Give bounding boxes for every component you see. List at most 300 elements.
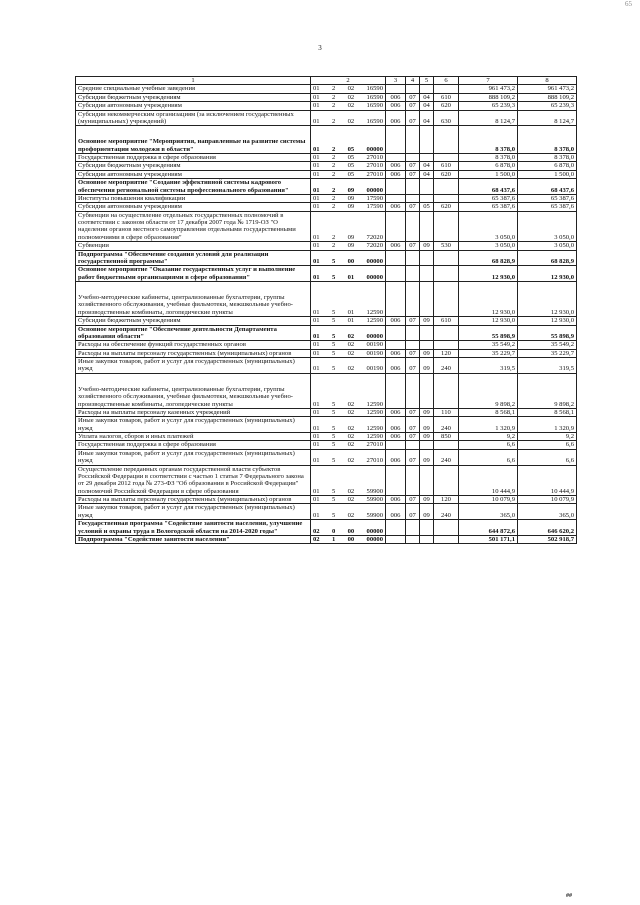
expense-type-code: 240 xyxy=(434,417,459,433)
code-part: 01 xyxy=(313,145,320,153)
subsection-code xyxy=(420,250,434,266)
target-code-parts xyxy=(313,512,383,519)
code-part: 5 xyxy=(331,433,336,440)
code-part: 16590 xyxy=(366,93,383,101)
target-code xyxy=(311,433,386,441)
row-name: Учебно-методические кабинеты, централизованные бухгалтерии, группы хозяйственного обслуживания, учебные фильмотеки, межшкольные учебно-производственные комбинаты, логопедические пункты xyxy=(76,373,311,408)
section-code xyxy=(406,325,420,341)
admin-code: 006 xyxy=(386,93,406,101)
subsection-code: 09 xyxy=(420,504,434,520)
target-code xyxy=(311,465,386,496)
code-part: 5 xyxy=(331,341,336,349)
code-part: 02 xyxy=(347,408,355,416)
row-name: Расходы на выплаты персоналу казенных учреждений xyxy=(76,408,311,416)
code-part: 01 xyxy=(347,273,355,281)
code-part: 01 xyxy=(313,487,320,495)
expense-type-code xyxy=(434,126,459,154)
amount-col8: 1 320,9 xyxy=(518,417,577,433)
code-part: 2 xyxy=(331,93,336,101)
code-part: 00000 xyxy=(366,535,383,543)
code-part: 02 xyxy=(347,117,355,125)
code-part: 05 xyxy=(347,145,355,153)
code-part: 01 xyxy=(313,317,320,325)
table-row xyxy=(76,341,577,349)
code-part: 09 xyxy=(347,194,355,202)
row-name: Субсидии некоммерческим организациям (за исключением государственных (муниципальных) учреждений) xyxy=(76,110,311,126)
row-name: Субвенции xyxy=(76,242,311,250)
code-part: 00000 xyxy=(366,527,383,535)
code-part: 16590 xyxy=(366,85,383,93)
amount-col8: 9,2 xyxy=(518,433,577,441)
row-name: Расходы на выплаты персоналу государственных (муниципальных) органов xyxy=(76,349,311,357)
admin-code: 006 xyxy=(386,358,406,374)
section-code: 07 xyxy=(406,358,420,374)
expense-type-code xyxy=(434,341,459,349)
code-part: 00 xyxy=(347,535,355,543)
amount-col7: 1 320,9 xyxy=(459,417,518,433)
admin-code: 006 xyxy=(386,317,406,325)
target-code xyxy=(311,242,386,250)
section-code xyxy=(406,266,420,282)
amount-col8: 8 124,7 xyxy=(518,110,577,126)
amount-col8: 35 549,2 xyxy=(518,341,577,349)
code-part: 2 xyxy=(331,170,336,178)
amount-col7: 9 898,2 xyxy=(459,373,518,408)
amount-col7: 68 828,9 xyxy=(459,250,518,266)
table-row xyxy=(76,358,577,374)
section-code: 07 xyxy=(406,203,420,211)
amount-col7: 1 500,0 xyxy=(459,170,518,178)
expense-type-code: 850 xyxy=(434,433,459,441)
subsection-code xyxy=(420,85,434,93)
header-cell: 7 xyxy=(459,77,518,85)
admin-code xyxy=(386,325,406,341)
expense-type-code xyxy=(434,465,459,496)
amount-col8: 8 568,1 xyxy=(518,408,577,416)
code-part: 27010 xyxy=(366,162,383,170)
code-part: 59900 xyxy=(366,511,383,519)
row-name: Средние специальные учебные заведения xyxy=(76,85,311,93)
target-code xyxy=(311,211,386,242)
code-part: 00000 xyxy=(366,257,383,265)
expense-type-code: 610 xyxy=(434,162,459,170)
subsection-code xyxy=(420,154,434,162)
amount-col8: 68 437,6 xyxy=(518,179,577,195)
code-part: 01 xyxy=(313,496,320,503)
code-part: 05 xyxy=(347,154,355,161)
admin-code: 006 xyxy=(386,242,406,250)
code-part: 02 xyxy=(347,341,355,349)
amount-col7: 10 444,9 xyxy=(459,465,518,496)
target-code xyxy=(311,110,386,126)
amount-col8: 6,6 xyxy=(518,449,577,465)
target-code xyxy=(311,341,386,349)
amount-col8: 68 828,9 xyxy=(518,250,577,266)
table-row xyxy=(76,110,577,126)
row-name: Государственная поддержка в сфере образования xyxy=(76,441,311,449)
code-part: 01 xyxy=(313,365,320,373)
row-name: Основное мероприятие "Создание эффективной системы кадрового обеспечения региональной системы профессионального образования" xyxy=(76,179,311,195)
code-part: 01 xyxy=(313,511,320,519)
header-cell: 2 xyxy=(311,77,386,85)
code-part: 01 xyxy=(313,117,320,125)
table-row xyxy=(76,126,577,154)
expense-type-code: 530 xyxy=(434,242,459,250)
expense-type-code: 240 xyxy=(434,449,459,465)
code-part: 02 xyxy=(347,400,355,408)
target-code xyxy=(311,126,386,154)
admin-code: 006 xyxy=(386,162,406,170)
amount-col7: 888 109,2 xyxy=(459,93,518,101)
row-name: Подпрограмма "Обеспечение создания условий для реализации государственной программы" xyxy=(76,250,311,266)
amount-col8: 10 079,9 xyxy=(518,496,577,504)
section-code: 07 xyxy=(406,504,420,520)
code-part: 01 xyxy=(313,441,320,449)
section-code: 07 xyxy=(406,93,420,101)
admin-code: 006 xyxy=(386,496,406,504)
code-part: 2 xyxy=(331,154,336,161)
table-row xyxy=(76,317,577,325)
section-code: 07 xyxy=(406,408,420,416)
target-code xyxy=(311,102,386,110)
target-code xyxy=(311,449,386,465)
table-row xyxy=(76,496,577,504)
amount-col7: 3 050,0 xyxy=(459,211,518,242)
row-name: Субсидии автономным учреждениям xyxy=(76,102,311,110)
section-code: 07 xyxy=(406,170,420,178)
code-part: 2 xyxy=(331,203,336,211)
admin-code xyxy=(386,520,406,536)
row-name: Уплата налогов, сборов и иных платежей xyxy=(76,433,311,441)
subsection-code xyxy=(420,179,434,195)
header-cell: 8 xyxy=(518,77,577,85)
code-part: 02 xyxy=(347,496,355,503)
row-name: Иные закупки товаров, работ и услуг для государственных (муниципальных) нужд xyxy=(76,417,311,433)
subsection-code xyxy=(420,465,434,496)
subsection-code: 04 xyxy=(420,93,434,101)
table-row xyxy=(76,194,577,202)
target-code xyxy=(311,504,386,520)
admin-code xyxy=(386,266,406,282)
code-part: 01 xyxy=(313,349,320,357)
amount-col8: 502 918,7 xyxy=(518,535,577,543)
code-part: 02 xyxy=(347,457,355,465)
code-part: 27010 xyxy=(366,457,383,465)
code-part: 17590 xyxy=(366,203,383,211)
amount-col8: 65 387,6 xyxy=(518,203,577,211)
table-row xyxy=(76,349,577,357)
amount-col7: 35 229,7 xyxy=(459,349,518,357)
amount-col7: 12 930,0 xyxy=(459,282,518,317)
admin-code xyxy=(386,535,406,543)
amount-col7: 8 124,7 xyxy=(459,110,518,126)
code-part: 5 xyxy=(331,457,336,465)
code-part: 00000 xyxy=(366,145,383,153)
target-code xyxy=(311,85,386,93)
amount-col7: 8 378,0 xyxy=(459,154,518,162)
code-part: 02 xyxy=(347,93,355,101)
amount-col8: 55 898,9 xyxy=(518,325,577,341)
code-part: 05 xyxy=(347,162,355,170)
row-name: Государственная программа "Содействие занятости населения, улучшение условий и охраны труда в Вологодской области на 2014-2020 годы" xyxy=(76,520,311,536)
amount-col8: 646 620,2 xyxy=(518,520,577,536)
amount-col8: 6 878,0 xyxy=(518,162,577,170)
table-row xyxy=(76,162,577,170)
amount-col7: 961 473,2 xyxy=(459,85,518,93)
code-part: 00190 xyxy=(366,349,383,357)
amount-col8: 10 444,9 xyxy=(518,465,577,496)
table-row xyxy=(76,433,577,441)
row-name: Расходы на выплаты персоналу государственных (муниципальных) органов xyxy=(76,496,311,504)
code-part: 2 xyxy=(331,162,336,170)
code-part: 16590 xyxy=(366,102,383,110)
section-code: 07 xyxy=(406,102,420,110)
code-part: 01 xyxy=(313,424,320,432)
table-row xyxy=(76,93,577,101)
subsection-code xyxy=(420,266,434,282)
admin-code xyxy=(386,85,406,93)
amount-col7: 35 549,2 xyxy=(459,341,518,349)
expense-type-code: 620 xyxy=(434,170,459,178)
target-code xyxy=(311,496,386,504)
expense-type-code: 610 xyxy=(434,93,459,101)
code-part: 02 xyxy=(347,441,355,449)
table-row xyxy=(76,179,577,195)
code-part: 02 xyxy=(347,487,355,495)
target-code xyxy=(311,535,386,543)
subsection-code: 09 xyxy=(420,317,434,325)
section-code: 07 xyxy=(406,417,420,433)
code-part: 01 xyxy=(313,102,320,110)
target-code xyxy=(311,162,386,170)
table-row xyxy=(76,266,577,282)
amount-col8: 12 930,0 xyxy=(518,282,577,317)
target-code xyxy=(311,325,386,341)
amount-col7: 365,0 xyxy=(459,504,518,520)
expense-type-code xyxy=(434,211,459,242)
row-name: Субсидии бюджетным учреждениям xyxy=(76,93,311,101)
amount-col7: 8 378,0 xyxy=(459,126,518,154)
code-part: 5 xyxy=(331,308,336,316)
expense-type-code xyxy=(434,373,459,408)
code-part: 2 xyxy=(331,186,336,194)
subsection-code: 09 xyxy=(420,449,434,465)
expense-type-code: 120 xyxy=(434,349,459,357)
amount-col8: 8 378,0 xyxy=(518,154,577,162)
admin-code: 006 xyxy=(386,408,406,416)
admin-code xyxy=(386,341,406,349)
row-name: Субсидии автономным учреждениям xyxy=(76,203,311,211)
code-part: 01 xyxy=(313,408,320,416)
target-code xyxy=(311,441,386,449)
admin-code: 006 xyxy=(386,203,406,211)
target-code-parts xyxy=(313,242,383,249)
subsection-code: 05 xyxy=(420,203,434,211)
amount-col8: 65 239,3 xyxy=(518,102,577,110)
table-row xyxy=(76,449,577,465)
target-code xyxy=(311,250,386,266)
admin-code xyxy=(386,126,406,154)
code-part: 5 xyxy=(331,332,336,340)
expense-type-code xyxy=(434,535,459,543)
admin-code: 006 xyxy=(386,349,406,357)
code-part: 00000 xyxy=(366,186,383,194)
target-code xyxy=(311,203,386,211)
target-code-parts xyxy=(313,162,383,169)
row-name: Осуществление переданных органам государственной власти субъектов Российской Федерации в соответствии с частью 1 статьи 7 Федерального закона от 29 декабря 2012 года № 273-ФЗ "Об образовании в Российской Федерации" полномочий Российской Федерации в сфере образования xyxy=(76,465,311,496)
admin-code xyxy=(386,179,406,195)
code-part: 02 xyxy=(347,332,355,340)
amount-col7: 10 079,9 xyxy=(459,496,518,504)
subsection-code xyxy=(420,373,434,408)
expense-type-code xyxy=(434,154,459,162)
amount-col8: 35 229,7 xyxy=(518,349,577,357)
amount-col7: 501 171,1 xyxy=(459,535,518,543)
subsection-code xyxy=(420,341,434,349)
amount-col7: 55 898,9 xyxy=(459,325,518,341)
target-code-parts xyxy=(313,350,383,357)
code-part: 12590 xyxy=(366,400,383,408)
code-part: 09 xyxy=(347,242,355,250)
code-part: 2 xyxy=(331,102,336,110)
code-part: 01 xyxy=(313,273,320,281)
expense-type-code: 630 xyxy=(434,110,459,126)
amount-col7: 644 872,6 xyxy=(459,520,518,536)
target-code-parts xyxy=(313,317,383,324)
expense-type-code xyxy=(434,282,459,317)
amount-col7: 8 568,1 xyxy=(459,408,518,416)
code-part: 12590 xyxy=(366,408,383,416)
subsection-code xyxy=(420,520,434,536)
target-code-parts xyxy=(313,258,383,265)
amount-col7: 65 387,6 xyxy=(459,194,518,202)
amount-col7: 12 930,0 xyxy=(459,317,518,325)
target-code xyxy=(311,194,386,202)
code-part: 17590 xyxy=(366,194,383,202)
target-code-parts xyxy=(313,333,383,340)
subsection-code: 04 xyxy=(420,162,434,170)
admin-code: 006 xyxy=(386,417,406,433)
code-part: 01 xyxy=(313,257,320,265)
target-code-parts xyxy=(313,425,383,432)
code-part: 27010 xyxy=(366,441,383,449)
section-code: 07 xyxy=(406,349,420,357)
code-part: 02 xyxy=(347,85,355,93)
target-code-parts xyxy=(313,409,383,416)
expense-type-code: 610 xyxy=(434,317,459,325)
section-code: 07 xyxy=(406,433,420,441)
code-part: 5 xyxy=(331,273,336,281)
target-code-parts xyxy=(313,528,383,535)
code-part: 12590 xyxy=(366,424,383,432)
code-part: 01 xyxy=(313,332,320,340)
subsection-code xyxy=(420,535,434,543)
code-part: 01 xyxy=(347,317,355,325)
target-code-parts xyxy=(313,102,383,109)
table-row xyxy=(76,520,577,536)
row-name: Субсидии бюджетным учреждениям xyxy=(76,317,311,325)
target-code xyxy=(311,266,386,282)
table-row xyxy=(76,408,577,416)
subsection-code xyxy=(420,441,434,449)
row-name: Иные закупки товаров, работ и услуг для государственных (муниципальных) нужд xyxy=(76,504,311,520)
subsection-code: 09 xyxy=(420,242,434,250)
target-code-parts xyxy=(313,341,383,348)
target-code xyxy=(311,373,386,408)
section-code xyxy=(406,154,420,162)
section-code xyxy=(406,85,420,93)
admin-code xyxy=(386,211,406,242)
target-code-parts xyxy=(313,94,383,101)
code-part: 27010 xyxy=(366,154,383,161)
amount-col8: 8 378,0 xyxy=(518,126,577,154)
table-row xyxy=(76,85,577,93)
section-code xyxy=(406,211,420,242)
code-part: 02 xyxy=(347,349,355,357)
code-part: 5 xyxy=(331,441,336,449)
table-row xyxy=(76,170,577,178)
target-code-parts xyxy=(313,85,383,92)
expense-type-code: 620 xyxy=(434,102,459,110)
section-code xyxy=(406,520,420,536)
code-part: 01 xyxy=(313,93,320,101)
section-code xyxy=(406,341,420,349)
code-part: 01 xyxy=(313,162,320,170)
section-code: 07 xyxy=(406,449,420,465)
section-code xyxy=(406,179,420,195)
expense-type-code xyxy=(434,194,459,202)
footer-mark: ## xyxy=(566,893,572,899)
section-code: 07 xyxy=(406,317,420,325)
admin-code: 006 xyxy=(386,504,406,520)
code-part: 59900 xyxy=(366,487,383,495)
amount-col7: 12 930,0 xyxy=(459,266,518,282)
target-code-parts xyxy=(313,433,383,440)
row-name: Институты повышения квалификации xyxy=(76,194,311,202)
code-part: 01 xyxy=(313,194,320,202)
code-part: 01 xyxy=(313,457,320,465)
expense-type-code xyxy=(434,179,459,195)
target-code xyxy=(311,358,386,374)
amount-col8: 9 898,2 xyxy=(518,373,577,408)
code-part: 02 xyxy=(347,424,355,432)
code-part: 2 xyxy=(331,233,336,241)
target-code-parts xyxy=(313,234,383,241)
code-part: 02 xyxy=(313,527,320,535)
target-code-parts xyxy=(313,309,383,316)
amount-col7: 65 239,3 xyxy=(459,102,518,110)
expense-type-code: 120 xyxy=(434,496,459,504)
target-code-parts xyxy=(313,536,383,543)
target-code xyxy=(311,408,386,416)
amount-col7: 65 387,6 xyxy=(459,203,518,211)
table-row xyxy=(76,211,577,242)
admin-code xyxy=(386,194,406,202)
target-code-parts xyxy=(313,488,383,495)
target-code-parts xyxy=(313,441,383,448)
section-code xyxy=(406,441,420,449)
target-code xyxy=(311,520,386,536)
table-row xyxy=(76,504,577,520)
amount-col7: 319,5 xyxy=(459,358,518,374)
code-part: 5 xyxy=(331,487,336,495)
table-row xyxy=(76,417,577,433)
target-code-parts xyxy=(313,195,383,202)
code-part: 01 xyxy=(313,233,320,241)
table-row xyxy=(76,325,577,341)
amount-col8: 1 500,0 xyxy=(518,170,577,178)
amount-col7: 6 878,0 xyxy=(459,162,518,170)
